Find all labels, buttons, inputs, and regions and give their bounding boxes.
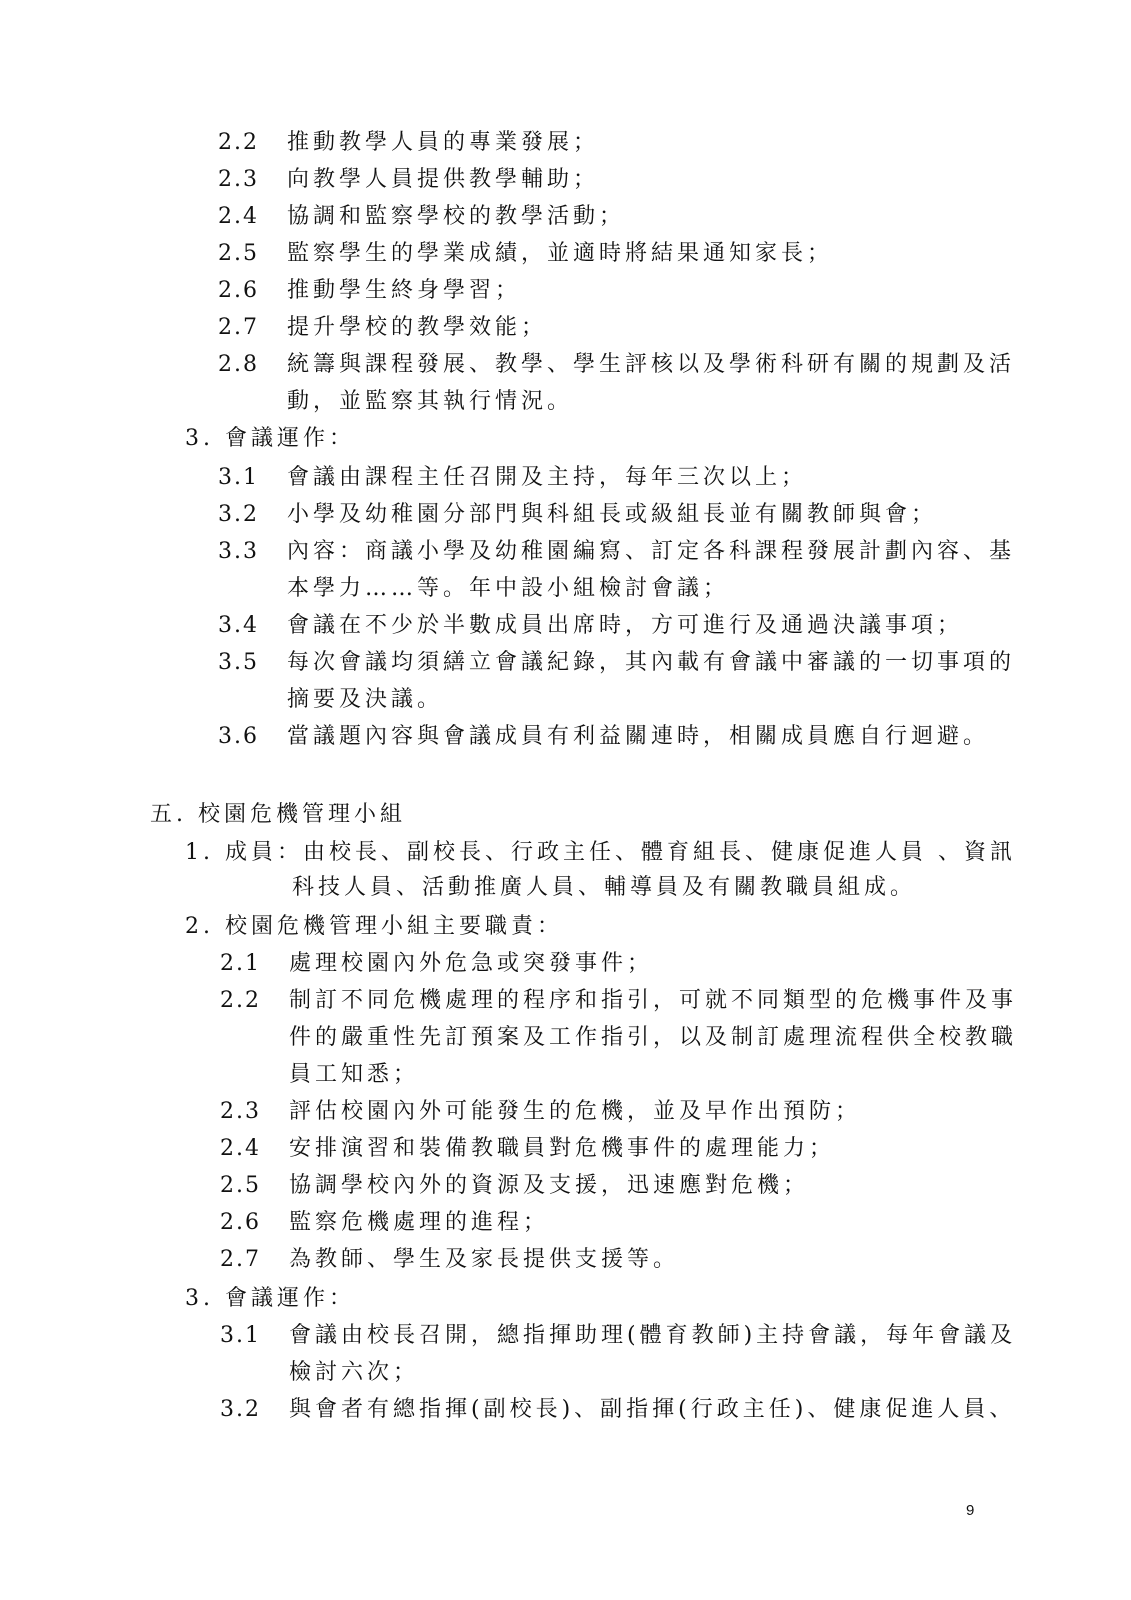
item-text: 小學及幼稚園分部門與科組長或級組長並有關教師與會； — [287, 502, 938, 527]
item-text: 監察危機處理的進程； — [289, 1210, 550, 1235]
item-text: 提升學校的教學效能； — [287, 315, 548, 340]
item-number: 2.7 — [218, 315, 259, 340]
item-number: 3.1 — [218, 465, 259, 490]
item-number: 2.8 — [218, 352, 259, 377]
item-text: 每次會議均須繕立會議紀錄，其內載有會議中審議的一切事項的 — [287, 650, 1016, 675]
item-number: 3.2 — [220, 1397, 261, 1422]
item-number: 3.1 — [220, 1323, 261, 1348]
item-text: 會議在不少於半數成員出席時，方可進行及通過決議事項； — [287, 613, 964, 638]
item-text: 監察學生的學業成績，並適時將結果通知家長； — [287, 241, 834, 266]
members-continued: 科技人員、活動推廣人員、輔導員及有關教職員組成。 — [292, 875, 917, 900]
item-number: 2.2 — [218, 130, 259, 155]
item-text: 會議由課程主任召開及主持，每年三次以上； — [287, 465, 808, 490]
item-number: 2.5 — [218, 241, 259, 266]
subheading: 3. 會議運作： — [185, 426, 355, 451]
section-title: 五. 校園危機管理小組 — [150, 802, 406, 827]
item-number: 2.3 — [218, 167, 259, 192]
item-text: 協調和監察學校的教學活動； — [287, 204, 626, 229]
item-number: 3.6 — [218, 724, 259, 749]
item-text: 評估校園內外可能發生的危機，並及早作出預防； — [289, 1099, 862, 1124]
item-text: 處理校園內外危急或突發事件； — [289, 951, 654, 976]
item-number: 2.4 — [220, 1136, 261, 1161]
item-text: 與會者有總指揮(副校長)、副指揮(行政主任)、健康促進人員、 — [289, 1397, 1016, 1422]
item-number: 2.6 — [218, 278, 259, 303]
item-text: 制訂不同危機處理的程序和指引，可就不同類型的危機事件及事 — [289, 988, 1018, 1013]
item-number: 2.3 — [220, 1099, 261, 1124]
item-text: 動，並監察其執行情況。 — [287, 389, 574, 414]
item-number: 2.7 — [220, 1247, 261, 1272]
item-text: 員工知悉； — [289, 1062, 420, 1087]
item-text: 統籌與課程發展、教學、學生評核以及學術科研有關的規劃及活 — [287, 352, 1016, 377]
item-number: 2.1 — [220, 951, 261, 976]
item-text: 為教師、學生及家長提供支援等。 — [289, 1247, 680, 1272]
item-text: 摘要及決議。 — [287, 687, 444, 712]
item-text: 會議由校長召開，總指揮助理(體育教師)主持會議，每年會議及 — [289, 1323, 1017, 1348]
item-number: 2.5 — [220, 1173, 261, 1198]
item-text: 推動教學人員的專業發展； — [287, 130, 600, 155]
item-number: 3.3 — [218, 539, 259, 564]
item-number: 3.4 — [218, 613, 259, 638]
members-heading: 1. 成員：由校長、副校長、行政主任、體育組長、健康促進人員 、資訊 — [185, 840, 1016, 865]
subheading: 3. 會議運作： — [185, 1286, 355, 1311]
item-text: 向教學人員提供教學輔助； — [287, 167, 600, 192]
item-number: 3.2 — [218, 502, 259, 527]
item-text: 安排演習和裝備教職員對危機事件的處理能力； — [289, 1136, 836, 1161]
item-number: 2.2 — [220, 988, 261, 1013]
item-number: 2.4 — [218, 204, 259, 229]
item-text: 當議題內容與會議成員有利益關連時，相關成員應自行迴避。 — [287, 724, 990, 749]
item-text: 件的嚴重性先訂預案及工作指引，以及制訂處理流程供全校教職 — [289, 1025, 1018, 1050]
item-number: 3.5 — [218, 650, 259, 675]
item-text: 內容：商議小學及幼稚園編寫、訂定各科課程發展計劃內容、基 — [287, 539, 1016, 564]
item-text: 本學力……等。年中設小組檢討會議； — [287, 576, 730, 601]
item-number: 2.6 — [220, 1210, 261, 1235]
subheading: 2. 校園危機管理小組主要職責： — [185, 914, 563, 939]
item-text: 檢討六次； — [289, 1360, 420, 1385]
page-number: 9 — [966, 1502, 975, 1519]
item-text: 推動學生終身學習； — [287, 278, 522, 303]
item-text: 協調學校內外的資源及支援，迅速應對危機； — [289, 1173, 810, 1198]
